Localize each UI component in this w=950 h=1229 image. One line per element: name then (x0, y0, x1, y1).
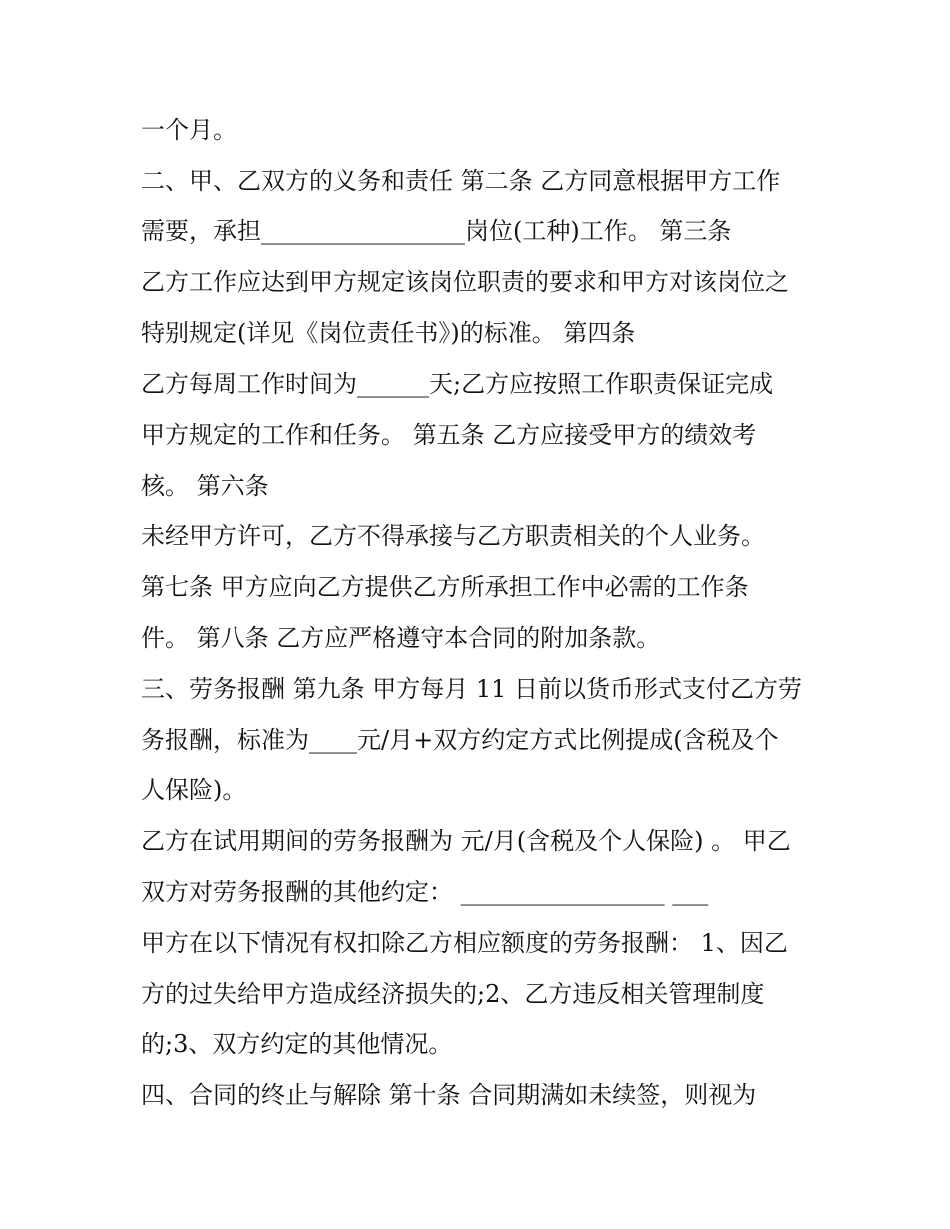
text-line: 件。 第八条 乙方应严格遵守本合同的附加条款。 (141, 624, 661, 652)
text-line: 双方对劳务报酬的其他约定： _________________ ___ (141, 878, 709, 906)
text-line: 甲方规定的工作和任务。 第五条 乙方应接受甲方的绩效考 (141, 421, 757, 449)
text-line: 第七条 甲方应向乙方提供乙方所承担工作中必需的工作条 (141, 573, 749, 601)
text-line: 务报酬，标准为____元/月+双方约定方式比例提成(含税及个 (141, 726, 779, 754)
text-line: 核。 第六条 (141, 472, 269, 500)
text-line: 乙方每周工作时间为______天;乙方应按照工作职责保证完成 (141, 370, 774, 398)
text-line: 四、合同的终止与解除 第十条 合同期满如未续签，则视为 (141, 1081, 757, 1109)
text-line: 人保险)。 (141, 776, 247, 804)
text-line: 的;3、双方约定的其他情况。 (141, 1030, 453, 1058)
text-line: 需要，承担_________________岗位(工种)工作。 第三条 (141, 217, 732, 245)
text-line: 未经甲方许可，乙方不得承接与乙方职责相关的个人业务。 (141, 522, 765, 550)
text-line: 一个月。 (141, 116, 237, 144)
text-line: 乙方工作应达到甲方规定该岗位职责的要求和甲方对该岗位之 (141, 268, 789, 296)
text-line: 乙方在试用期间的劳务报酬为 元/月(含税及个人保险) 。 甲乙 (141, 827, 791, 855)
text-line: 特别规定(详见《岗位责任书》)的标准。 第四条 (141, 319, 636, 347)
text-line: 三、劳务报酬 第九条 甲方每月 11 日前以货币形式支付乙方劳 (141, 675, 803, 703)
text-line: 甲方在以下情况有权扣除乙方相应额度的劳务报酬： 1、因乙 (141, 929, 788, 957)
text-line: 二、甲、乙双方的义务和责任 第二条 乙方同意根据甲方工作 (141, 167, 781, 195)
text-line: 方的过失给甲方造成经济损失的;2、乙方违反相关管理制度 (141, 980, 765, 1008)
